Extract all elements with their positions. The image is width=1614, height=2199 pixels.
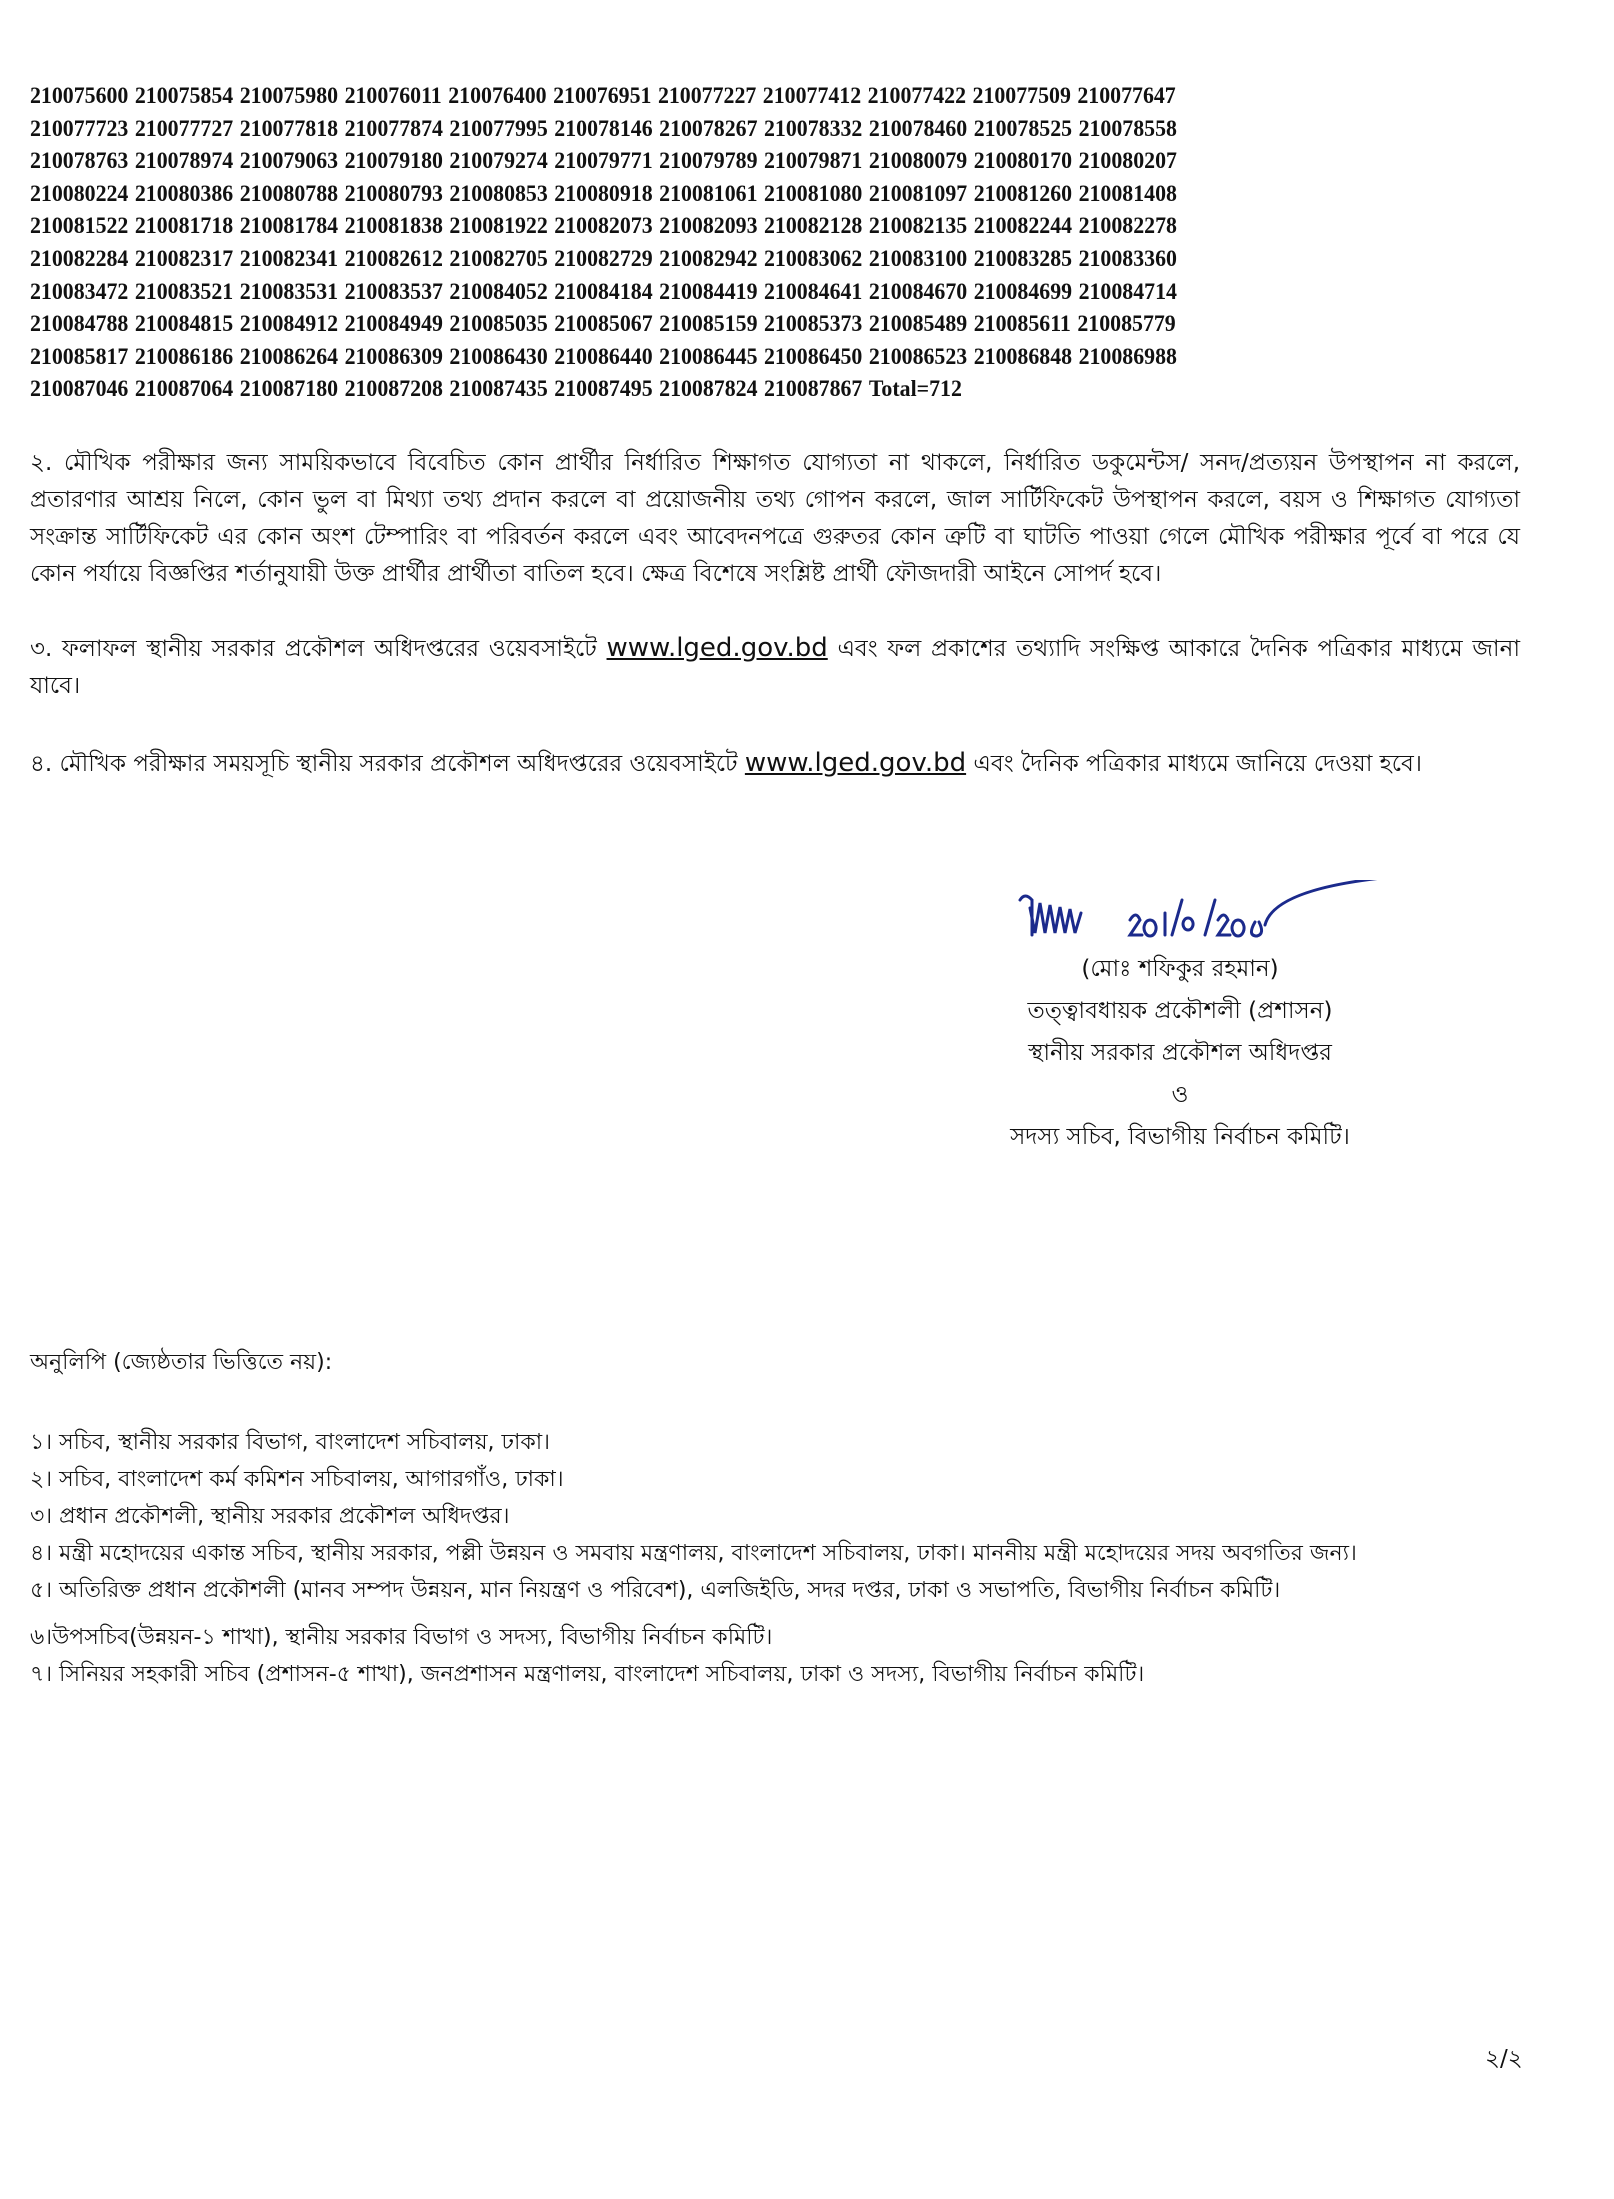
roll-number: 210079789 xyxy=(659,148,758,175)
roll-number-row xyxy=(30,276,1425,309)
total-count: Total=712 xyxy=(868,376,962,403)
copy-item: ১। সচিব, স্থানীয় সরকার বিভাগ, বাংলাদেশ সচিবালয়, ঢাকা। xyxy=(30,1430,551,1455)
roll-number: 210086309 xyxy=(344,343,443,370)
roll-number: 210080224 xyxy=(30,180,129,207)
roll-number: 210086430 xyxy=(449,343,548,370)
roll-number: 210085067 xyxy=(554,311,653,338)
roll-number: 210083531 xyxy=(239,278,339,305)
roll-number: 210078267 xyxy=(659,115,758,142)
roll-number-row xyxy=(30,80,1425,113)
roll-number: 210082612 xyxy=(344,245,443,272)
roll-number: 210085159 xyxy=(659,311,758,338)
roll-number: 210083472 xyxy=(30,278,129,305)
roll-number: 210082317 xyxy=(134,245,234,272)
roll-number: 210080079 xyxy=(868,148,968,175)
roll-number: 210084052 xyxy=(449,278,548,305)
roll-number: 210078332 xyxy=(764,115,863,142)
roll-number: 210075600 xyxy=(30,83,129,109)
lged-website-link[interactable]: www.lged.gov.bd xyxy=(606,633,828,663)
roll-number-row xyxy=(30,243,1425,276)
p3-text-end: এবং ফল প্রকাশের তথ্যাদি সংক্ষিপ্ত আকারে দৈনিক পত্রিকার মাধ্যমে জানা যাবে। xyxy=(30,636,1520,699)
p4-text: ৪. মৌখিক পরীক্ষার সময়সূচি স্থানীয় সরকার প্রকৌশল অধিদপ্তরের ওয়েবসাইটে xyxy=(30,751,745,777)
roll-number: 210076011 xyxy=(344,83,442,109)
roll-number: 210083062 xyxy=(764,245,863,272)
roll-number: 210087064 xyxy=(134,376,234,403)
roll-number: 210082244 xyxy=(973,213,1073,240)
roll-number: 210077874 xyxy=(344,115,443,142)
roll-number: 210077412 xyxy=(762,83,862,109)
roll-number: 210086450 xyxy=(764,343,863,370)
roll-number: 210079771 xyxy=(554,148,653,175)
roll-number: 210081097 xyxy=(868,180,968,207)
roll-number: 210079274 xyxy=(449,148,548,175)
roll-number: 210084670 xyxy=(868,278,968,305)
roll-number: 210084949 xyxy=(344,311,443,338)
roll-number: 210078525 xyxy=(973,115,1073,142)
signatory-role: সদস্য সচিব, বিভাগীয় নির্বাচন কমিটি। xyxy=(1010,1124,1350,1150)
roll-number-row xyxy=(30,178,1425,211)
roll-number: 210084419 xyxy=(659,278,758,305)
roll-number: 210077723 xyxy=(30,115,129,142)
roll-number: 210086186 xyxy=(134,343,234,370)
roll-number-row xyxy=(30,341,1425,374)
roll-number: 210077818 xyxy=(239,115,339,142)
paragraph-3 xyxy=(30,630,1520,705)
copy-item: ২। সচিব, বাংলাদেশ কর্ম কমিশন সচিবালয়, আগারগাঁও, ঢাকা। xyxy=(30,1467,564,1492)
roll-number: 210083285 xyxy=(973,245,1073,272)
p4-text-end: এবং দৈনিক পত্রিকার মাধ্যমে জানিয়ে দেওয়া হবে। xyxy=(966,751,1423,777)
roll-number: 210084912 xyxy=(239,311,339,338)
roll-number-list xyxy=(30,80,1425,406)
copy-item: ৭। সিনিয়র সহকারী সচিব (প্রশাসন-৫ শাখা), জনপ্রশাসন মন্ত্রণালয়, বাংলাদেশ সচিবালয়, ঢাকা ও সদস্য, বিভাগীয় নির্বাচন কমিটি। xyxy=(30,1662,1145,1687)
copies-list xyxy=(30,1425,1520,1694)
roll-number-row xyxy=(30,210,1425,243)
roll-number: 210086440 xyxy=(554,343,653,370)
roll-number-row xyxy=(30,373,1425,406)
roll-number: 210077647 xyxy=(1077,83,1176,109)
roll-number: 210083360 xyxy=(1078,245,1177,272)
roll-number: 210076951 xyxy=(553,83,652,109)
roll-number: 210078146 xyxy=(554,115,653,142)
roll-number: 210087208 xyxy=(344,376,443,403)
roll-number: 210086848 xyxy=(973,343,1073,370)
roll-number: 210078974 xyxy=(134,148,234,175)
roll-number: 210082942 xyxy=(659,245,758,272)
copies-heading: অনুলিপি (জ্যেষ্ঠতার ভিত্তিতে নয়): xyxy=(30,1350,333,1375)
roll-number: 210079063 xyxy=(239,148,339,175)
roll-number: 210087180 xyxy=(239,376,339,403)
roll-number: 210081408 xyxy=(1078,180,1177,207)
roll-number: 210080207 xyxy=(1078,148,1177,175)
roll-number: 210078460 xyxy=(868,115,968,142)
roll-number: 210078763 xyxy=(30,148,129,175)
roll-number: 210082093 xyxy=(659,213,758,240)
roll-number: 210085817 xyxy=(30,343,129,370)
copy-item: ৩। প্রধান প্রকৌশলী, স্থানীয় সরকার প্রকৌশল অধিদপ্তর। xyxy=(30,1504,510,1529)
copy-item: ৬।উপসচিব(উন্নয়ন-১ শাখা), স্থানীয় সরকার বিভাগ ও সদস্য, বিভাগীয় নির্বাচন কমিটি। xyxy=(30,1625,773,1650)
roll-number: 210086445 xyxy=(659,343,758,370)
roll-number-row xyxy=(30,113,1425,146)
roll-number: 210075854 xyxy=(134,83,234,109)
roll-number: 210082073 xyxy=(554,213,653,240)
signatory-office: স্থানীয় সরকার প্রকৌশল অধিদপ্তর xyxy=(1028,1040,1332,1066)
page-number: ২/২ xyxy=(1485,2046,1523,2072)
roll-number: 210082128 xyxy=(764,213,863,240)
roll-number: 210085489 xyxy=(868,311,968,338)
roll-number: 210086264 xyxy=(239,343,339,370)
roll-number: 210086523 xyxy=(868,343,968,370)
roll-number: 210081718 xyxy=(134,213,234,240)
roll-number: 210080386 xyxy=(134,180,234,207)
roll-number: 210080918 xyxy=(554,180,653,207)
roll-number: 210083100 xyxy=(868,245,968,272)
roll-number: 210075980 xyxy=(239,83,339,109)
roll-number: 210081080 xyxy=(764,180,863,207)
lged-website-link-2[interactable]: www.lged.gov.bd xyxy=(744,748,967,778)
roll-number: 210077422 xyxy=(867,83,967,109)
handwritten-signature xyxy=(1010,880,1430,950)
signature-block xyxy=(920,948,1440,1158)
roll-number: 210081522 xyxy=(30,213,129,240)
roll-number: 210077227 xyxy=(657,83,757,109)
roll-number: 210080170 xyxy=(973,148,1073,175)
roll-number: 210079180 xyxy=(344,148,443,175)
roll-number: 210087495 xyxy=(554,376,653,403)
roll-number: 210085035 xyxy=(449,311,548,338)
roll-number: 210076400 xyxy=(448,83,547,109)
roll-number: 210083521 xyxy=(134,278,234,305)
roll-number: 210080793 xyxy=(344,180,443,207)
roll-number: 210081784 xyxy=(239,213,339,240)
roll-number: 210082341 xyxy=(239,245,339,272)
roll-number: 210084699 xyxy=(973,278,1073,305)
roll-number: 210082705 xyxy=(449,245,548,272)
signatory-name: (মোঃ শফিকুর রহমান) xyxy=(1081,956,1279,982)
roll-number: 210079871 xyxy=(764,148,863,175)
roll-number: 210078558 xyxy=(1078,115,1177,142)
paragraph-2: ২. মৌখিক পরীক্ষার জন্য সাময়িকভাবে বিবেচিত কোন প্রার্থীর নির্ধারিত শিক্ষাগত যোগ্যতা না থাকলে, নির্ধারিত ডকুমেন্টস/ সনদ/প্রত্যয়ন উপস্থাপন না করলে, প্রতারণার আশ্রয় নিলে, কোন ভুল বা মিথ্যা তথ্য প্রদান করলে বা প্রয়োজনীয় তথ্য গোপন করলে, জাল সার্টিফিকেট উপস্থাপন করলে, বয়স ও শিক্ষাগত যোগ্যতা সংক্রান্ত সার্টিফিকেট এর কোন অংশ টেম্পারিং বা পরিবর্তন করলে এবং আবেদনপত্রে গুরুতর কোন ত্রুটি বা ঘাটতি পাওয়া গেলে মৌখিক পরীক্ষার পূর্বে বা পরে যে কোন পর্যায়ে বিজ্ঞপ্তির শর্তানুযায়ী উক্ত প্রার্থীর প্রার্থীতা বাতিল হবে। ক্ষেত্র বিশেষে সংশ্লিষ্ট প্রার্থী ফৌজদারী আইনে সোপর্দ হবে। xyxy=(30,450,1520,587)
roll-number: 210087867 xyxy=(764,376,863,403)
roll-number: 210077995 xyxy=(449,115,548,142)
roll-number: 210082284 xyxy=(30,245,129,272)
roll-number-row xyxy=(30,308,1425,341)
roll-number: 210087046 xyxy=(30,376,129,403)
roll-number-row xyxy=(30,145,1425,178)
roll-number: 210082278 xyxy=(1078,213,1177,240)
roll-number: 210082729 xyxy=(554,245,653,272)
roll-number: 210081061 xyxy=(659,180,758,207)
roll-number: 210086988 xyxy=(1078,343,1177,370)
paragraph-4 xyxy=(30,745,1520,783)
roll-number: 210081922 xyxy=(449,213,548,240)
p3-text: ৩. ফলাফল স্থানীয় সরকার প্রকৌশল অধিদপ্তরের ওয়েবসাইটে xyxy=(30,636,607,662)
roll-number: 210085611 xyxy=(973,311,1071,338)
roll-number: 210085373 xyxy=(764,311,863,338)
roll-number: 210084815 xyxy=(134,311,234,338)
signatory-and: ও xyxy=(1171,1082,1189,1108)
roll-number: 210082135 xyxy=(868,213,968,240)
roll-number: 210083537 xyxy=(344,278,443,305)
roll-number: 210077727 xyxy=(134,115,234,142)
roll-number: 210087435 xyxy=(449,376,548,403)
roll-number: 210080788 xyxy=(239,180,339,207)
roll-number: 210084184 xyxy=(554,278,653,305)
roll-number: 210080853 xyxy=(449,180,548,207)
roll-number: 210085779 xyxy=(1077,311,1176,338)
roll-number: 210081838 xyxy=(344,213,443,240)
roll-number: 210081260 xyxy=(973,180,1073,207)
roll-number: 210087824 xyxy=(659,376,758,403)
roll-number: 210084788 xyxy=(30,311,129,338)
roll-number: 210084641 xyxy=(764,278,863,305)
copy-item: ৪। মন্ত্রী মহোদয়ের একান্ত সচিব, স্থানীয় সরকার, পল্লী উন্নয়ন ও সমবায় মন্ত্রণালয়, বাংলাদেশ সচিবালয়, ঢাকা। মাননীয় মন্ত্রী মহোদয়ের সদয় অবগতির জন্য। xyxy=(30,1541,1357,1566)
roll-number: 210084714 xyxy=(1078,278,1177,305)
signatory-designation: তত্ত্বাবধায়ক প্রকৌশলী (প্রশাসন) xyxy=(1027,998,1333,1024)
copy-item: ৫। অতিরিক্ত প্রধান প্রকৌশলী (মানব সম্পদ উন্নয়ন, মান নিয়ন্ত্রণ ও পরিবেশ), এলজিইডি, সদর দপ্তর, ঢাকা ও সভাপতি, বিভাগীয় নির্বাচন কমিটি। xyxy=(30,1578,1281,1603)
roll-number: 210077509 xyxy=(972,83,1071,109)
